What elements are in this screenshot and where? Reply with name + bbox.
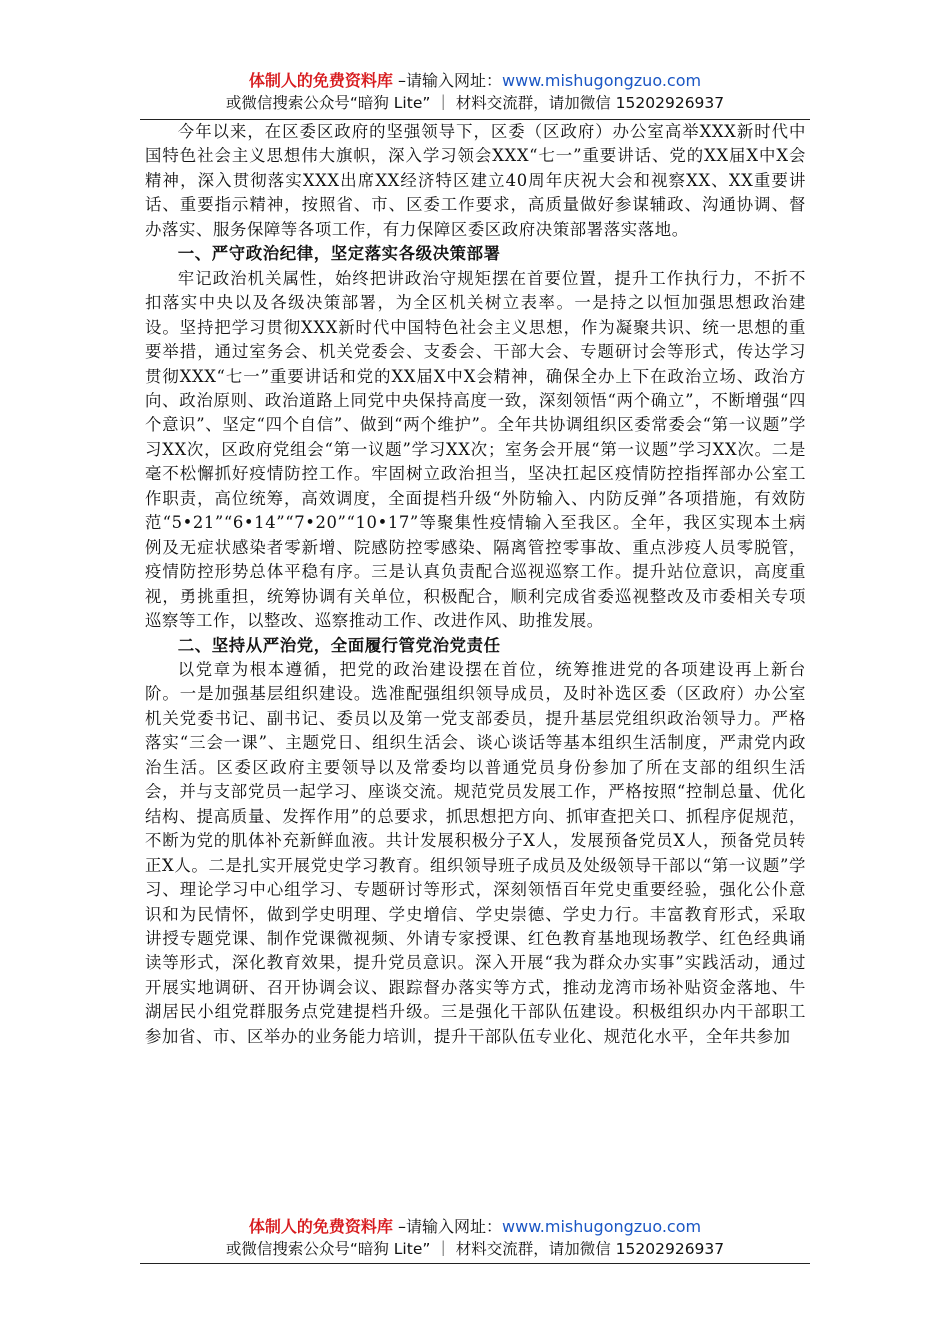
- section-1-paragraph: 牢记政治机关属性，始终把讲政治守规矩摆在首要位置，提升工作执行力，不折不扣落实中央以及各级决策部署，为全区机关树立表率。一是持之以恒加强思想政治建设。坚持把学习贯彻XXX新时代中国特色社会主义思想，作为凝聚共识、统一思想的重要举措，通过室务会、机关党委会、支委会、干部大会、专题研讨会等形式，传达学习贯彻XXX“七一”重要讲话和党的XX届X中X会精神，确保全办上下在政治立场、政治方向、政治原则、政治道路上同党中央保持高度一致，深刻领悟“两个确立”，不断增强“四个意识”、坚定“四个自信”、做到“两个维护”。全年共协调组织区委常委会“第一议题”学习XX次，区政府党组会“第一议题”学习XX次；室务会开展“第一议题”学习XX次。二是毫不松懈抓好疫情防控工作。牢固树立政治担当，坚决扛起区疫情防控指挥部办公室工作职责，高位统筹，高效调度，全面提档升级“外防输入、内防反弹”各项措施，有效防范“5•21”“6•14”“7•20”“10•17”等聚集性疫情输入至我区。全年，我区实现本土病例及无症状感染者零新增、院感防控零感染、隔离管控零事故、重点涉疫人员零脱管，疫情防控形势总体平稳有序。三是认真负责配合巡视巡察工作。提升站位意识，高度重视，勇挑重担，统筹协调有关单位，积极配合，顺利完成省委巡视整改及市委相关专项巡察等工作，以整改、巡察推动工作、改进作风、助推发展。: [145, 268, 806, 631]
- footer-divider: [140, 1263, 810, 1264]
- footer-url-prompt: –请输入网址：: [392, 1217, 503, 1236]
- header-site-name: 体制人的免费资料库: [248, 71, 393, 90]
- footer-url-link[interactable]: www.mishugongzuo.com: [502, 1217, 702, 1236]
- section-2-heading: 二、坚持从严治党，全面履行管党治党责任: [177, 635, 501, 655]
- header-url-link[interactable]: www.mishugongzuo.com: [502, 71, 702, 90]
- document-body: [145, 120, 806, 1049]
- footer-banner: [140, 1216, 810, 1260]
- header-title-line: [140, 70, 810, 92]
- section-1-heading: 一、严守政治纪律，坚定落实各级决策部署: [177, 244, 501, 264]
- intro-paragraph: 今年以来，在区委区政府的坚强领导下，区委（区政府）办公室高举XXX新时代中国特色社会主义思想伟大旗帜，深入学习领会XXX“七一”重要讲话、党的XX届X中X会精神，深入贯彻落实XXX出席XX经济特区建立40周年庆祝大会和视察XX、XX重要讲话、重要指示精神，按照省、市、区委工作要求，高质量做好参谋辅政、沟通协调、督办落实、服务保障等各项工作，有力保障区委区政府决策部署落实落地。: [145, 122, 806, 239]
- footer-wechat-line: 或微信搜索公众号“暗狗 Lite” ｜ 材料交流群，请加微信 15202926937: [225, 1240, 725, 1258]
- footer-title-line: [140, 1216, 810, 1238]
- footer-site-name: 体制人的免费资料库: [248, 1217, 393, 1236]
- section-2-paragraph: 以党章为根本遵循，把党的政治建设摆在首位，统筹推进党的各项建设再上新台阶。一是加强基层组织建设。选准配强组织领导成员，及时补选区委（区政府）办公室机关党委书记、副书记、委员以及第一党支部委员，提升基层党组织政治领导力。严格落实“三会一课”、主题党日、组织生活会、谈心谈话等基本组织生活制度，严肃党内政治生活。区委区政府主要领导以及常委均以普通党员身份参加了所在支部的组织生活会，并与支部党员一起学习、座谈交流。规范党员发展工作，严格按照“控制总量、优化结构、提高质量、发挥作用”的总要求，抓思想把方向、抓审查把关口、抓程序促规范，不断为党的肌体补充新鲜血液。共计发展积极分子X人，发展预备党员X人，预备党员转正X人。二是扎实开展党史学习教育。组织领导班子成员及处级领导干部以“第一议题”学习、理论学习中心组学习、专题研讨等形式，深刻领悟百年党史重要经验，强化公仆意识和为民情怀，做到学史明理、学史增信、学史崇德、学史力行。丰富教育形式，采取讲授专题党课、制作党课微视频、外请专家授课、红色教育基地现场教学、红色经典诵读等形式，深化教育效果，提升党员意识。深入开展“我为群众办实事”实践活动，通过开展实地调研、召开协调会议、跟踪督办落实等方式，推动龙湾市场补贴资金落地、牛湖居民小组党群服务点党建提档升级。三是强化干部队伍建设。积极组织办内干部职工参加省、市、区举办的业务能力培训，提升干部队伍专业化、规范化水平，全年共参加: [145, 659, 806, 1046]
- header-banner: [140, 70, 810, 114]
- header-url-prompt: –请输入网址：: [392, 71, 503, 90]
- header-wechat-line: 或微信搜索公众号“暗狗 Lite” ｜ 材料交流群，请加微信 15202926937: [225, 94, 725, 112]
